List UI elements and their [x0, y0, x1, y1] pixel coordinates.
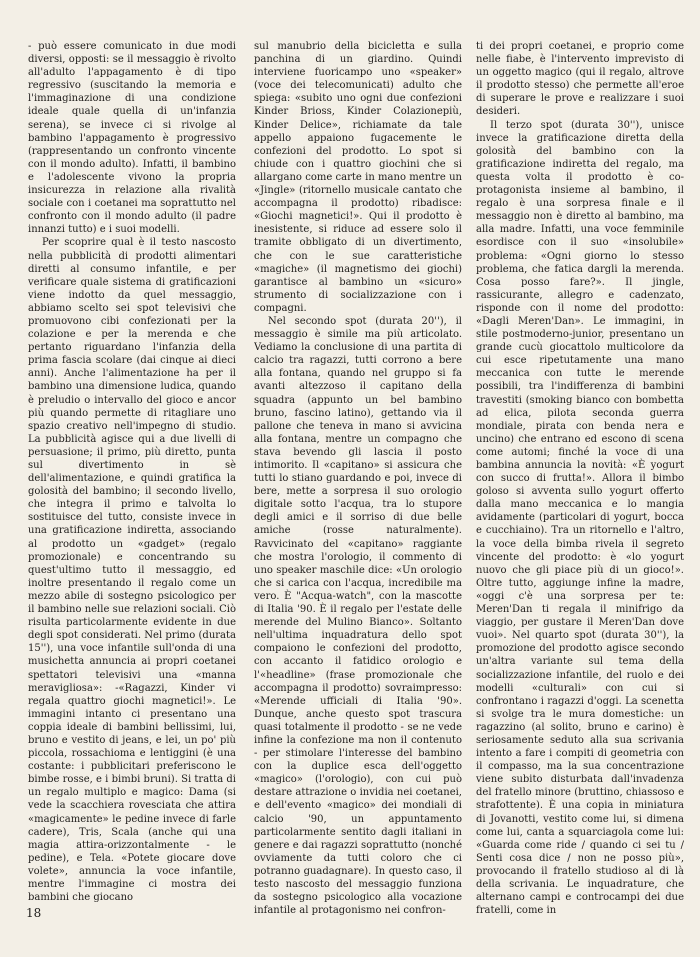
paragraph: - può essere comunicato in due modi diversi, opposti: se il messaggio è rivolto all'adulto l'appagamento è di tipo regressivo (suscitando la memoria e l'immaginazione di una condizione ideale quale quella di un'infanzia serena), se invece ci si rivolge al bambino l'appagamento è progressivo (rappresentando un confronto vincente con il mondo adulto). Infatti, il bambino e l'adolescente vivono la propria insicurezza in relazione alla rivalità sociale con i coetanei ma soprattutto nel confronto con il mondo adulto (il padre innanzi tutto) e i suoi modelli.: [28, 41, 236, 236]
paragraph: Nel secondo spot (durata 20''), il messaggio è simile ma più articolato. Vediamo la conclusione di una partita di calcio tra ragazzi, tutti corrono a bere alla fontana, quando nel gruppo si fa avanti altezzoso il capitano della squadra (appunto un bel bambino bruno, fascino latino), gettando via il pallone che teneva in mano si avvicina alla fontana, mentre un compagno che stava bevendo gli lascia il posto intimorito. Il «capitano» si assicura che tutti lo stiano guardando e poi, invece di bere, mette a sorpresa il suo orologio digitale sotto l'acqua, tra lo stupore degli amici e il sorriso di due belle amiche (rosse naturalmente). Ravvicinato del «capitano» raggiante che mostra l'orologio, il commento di uno speaker maschile dice: «Un orologio che si carica con l'acqua, incredibile ma vero. È "Acqua-watch", con la mascotte di Italia '90. È il regalo per l'estate delle merende del Mulino Bianco». Soltanto nell'ultima inquadratura dello spot compaiono le confezioni del prodotto, con accanto il fatidico orologio e l'«headline» (frase promozionale che accompagna il prodotto) sovraimpresso: «Merende ufficiali di Italia '90». Dunque, anche questo spot trascura quasi totalmente il prodotto - se ne vede infine la confezione ma non il contenuto - per stimolare l'interesse del bambino con la duplice esca dell'oggetto «magico» (l'orologio), con cui può destare attrazione o invidia nei coetanei, e dell'evento «magico» dei mondiali di calcio '90, un appuntamento particolarmente sentito dagli italiani in genere e dai ragazzi soprattutto (nonché ovviamente da tutti coloro che ci potranno guadagnare). In questo caso, il testo nascosto del messaggio funziona da sostegno psicologico alla vocazione infantile al protagonismo nei confron-: [254, 315, 462, 917]
text-column-3: [476, 40, 684, 917]
text-column-2: [254, 40, 462, 917]
paragraph: Il terzo spot (durata 30''), unisce invece la gratificazione diretta della golosità del bambino con la gratificazione indiretta del regalo, ma questa volta il prodotto è co-protagonista insieme al bambino, il regalo è una sorpresa finale e il messaggio non è diretto al bambino, ma alla madre. Infatti, una voce femminile esordisce con il suo «insolubile» problema: «Ogni giorno lo stesso problema, che fatica dargli la merenda. Cosa posso fare?». Il jingle, rassicurante, allegro e cadenzato, risponde con il nome del prodotto: «Dagli Meren'Dan». Le immagini, in stile postmoderno-junior, presentano un grande cucù giocattolo multicolore da cui esce ripetutamente una mano meccanica con tutte le merende possibili, tra l'indifferenza di bambini travestiti (smoking bianco con bombetta ad elica, pilota seconda guerra mondiale, pirata con benda nera e uncino) che entrano ed escono di scena come automi; finché la voce di una bambina annuncia la novità: «È yogurt con succo di frutta!». Allora il bimbo goloso si avventa sullo yogurt offerto dalla mano meccanica e lo mangia avidamente (particolari di yogurt, bocca e cucchiaino). Tra un ritornello e l'altro, la voce della bimba rivela il segreto vincente del prodotto: è «lo yogurt nuovo che gli piace più di un gioco!». Oltre tutto, aggiunge infine la madre, «oggi c'è una sorpresa per te: Meren'Dan ti regala il minifrigo da viaggio, per gustare il Meren'Dan dove vuoi». Nel quarto spot (durata 30''), la promozione del prodotto agisce secondo un'altra variante sul tema della socializzazione infantile, del ruolo e dei modelli «culturali» con cui si confrontano i ragazzi d'oggi. La scenetta si svolge tra le mura domestiche: un ragazzino (al solito, bruno e carino) è seriosamente seduto alla sua scrivania intento a fare i compiti di geometria con il compasso, ma la sua concentrazione viene subito disturbata dall'invadenza del fratello minore (bruttino, chiassoso e strafottente). È una copia in miniatura di Jovanotti, vestito come lui, si dimena come lui, canta a squarciagola come lui: «Guarda come ride / quando ci sei tu / Senti cosa dice / non ne posso più», provocando il fratello studioso al di là della scrivania. Le inquadrature, che alternano campi e controcampi dei due fratelli, come in: [476, 119, 684, 917]
text-column-1: [28, 40, 236, 904]
paragraph: Per scoprire qual è il testo nascosto nella pubblicità di prodotti alimentari diretti al consumo infantile, e per verificare quale sistema di gratificazioni viene indotto da quel messaggio, abbiamo scelto sei spot televisivi che promuovono cibi confezionati per la colazione e per la merenda e che pertanto riguardano l'infanzia della prima fascia scolare (dai cinque ai dieci anni). Anche l'alimentazione ha per il bambino una dimensione ludica, quando è preludio o intervallo del gioco e ancor più quando permette di ritagliare uno spazio creativo nell'impegno di studio. La pubblicità agisce qui a due livelli di persuasione; il primo, più diretto, punta sul divertimento in sè dell'alimentazione, e quindi gratifica la golosità del bambino; il secondo livello, che integra il primo e talvolta lo sostituisce del tutto, consiste invece in una gratificazione indiretta, associando al prodotto un «gadget» (regalo promozionale) e concentrando su quest'ultimo tutto il messaggio, ed inoltre presentando il regalo come un mezzo abile di sostegno psicologico per il bambino nelle sue relazioni sociali. Ciò risulta particolarmente evidente in due degli spot considerati. Nel primo (durata 15''), una voce infantile sull'onda di una musichetta annuncia ai propri coetanei spettatori televisivi una «manna meravigliosa»: -«Ragazzi, Kinder vi regala quattro giochi magnetici!». Le immagini intanto ci presentano una coppia ideale di bambini bellissimi, lui, bruno e vestito di jeans, e lei, un po' più piccola, rossachioma e lentiggini (è una costante: i pubblicitari preferiscono le bimbe rosse, e i bimbi bruni). Si tratta di un regalo multiplo e magico: Dama (si vede la scacchiera rovesciata che attira «magicamente» le pedine invece di farle cadere), Tris, Scala (anche qui una magia attira-orizzontalmente - le pedine), e Tela. «Potete giocare dove volete», annuncia la voce infantile, mentre l'immagine ci mostra dei bambini che giocano: [28, 237, 236, 904]
paragraph: sul manubrio della bicicletta e sulla panchina di un giardino. Quindi interviene fuoricampo uno «speaker» (voce dei telecomunicati) adulto che spiega: «subito uno ogni due confezioni Kinder Brioss, Kinder Colazionepiù, Kinder Delice», richiamate da tale appello appaiono fugacemente le confezioni del prodotto. Lo spot si chiude con i quattro giochini che si allargano come carte in mano mentre un «Jingle» (ritornello musicale cantato che accompagna il prodotto) ribadisce: «Giochi magnetici!». Qui il prodotto è inesistente, si riduce ad essere solo il tramite obbligato di un divertimento, che con le sue caratteristiche «magiche» (il magnetismo dei giochi) garantisce al bambino un «sicuro» strumento di socializzazione con i compagni.: [254, 41, 462, 314]
paragraph: ti dei propri coetanei, e proprio come nelle fiabe, è l'intervento imprevisto di un oggetto magico (qui il regalo, altrove il prodotto stesso) che permette all'eroe di superare le prove e realizzare i suoi desideri.: [476, 41, 684, 118]
page-number: 18: [26, 906, 42, 920]
